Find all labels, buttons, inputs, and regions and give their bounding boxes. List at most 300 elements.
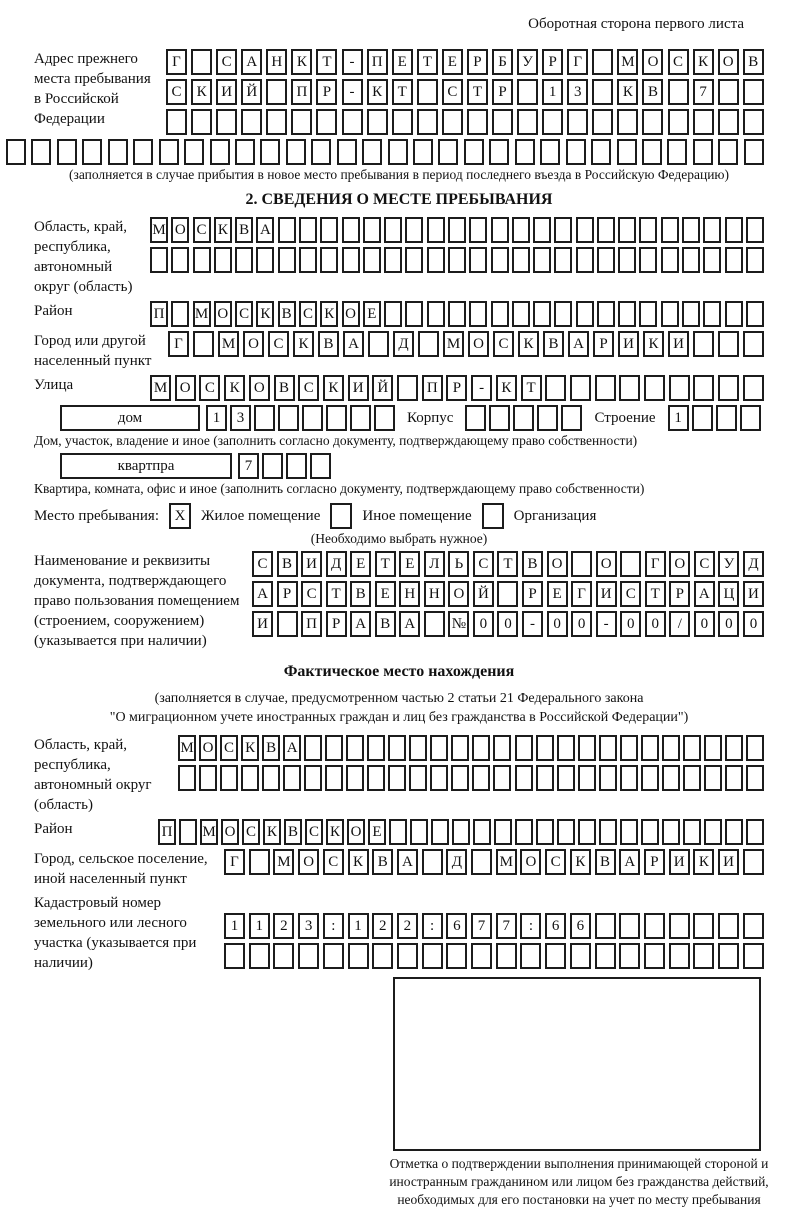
form-cell[interactable]: 1 bbox=[206, 405, 227, 431]
form-cell[interactable] bbox=[520, 943, 541, 969]
form-cell[interactable]: 1 bbox=[249, 913, 270, 939]
form-cell[interactable] bbox=[682, 247, 700, 273]
form-cell[interactable] bbox=[693, 331, 714, 357]
form-cell[interactable] bbox=[323, 943, 344, 969]
form-cell[interactable]: Г bbox=[571, 581, 592, 607]
form-cell[interactable] bbox=[619, 913, 640, 939]
form-cell[interactable] bbox=[489, 139, 509, 165]
form-cell[interactable] bbox=[191, 49, 212, 75]
form-cell[interactable]: О bbox=[468, 331, 489, 357]
form-cell[interactable] bbox=[592, 49, 613, 75]
form-cell[interactable] bbox=[718, 331, 739, 357]
form-cell[interactable]: Д bbox=[446, 849, 467, 875]
form-cell[interactable]: О bbox=[547, 551, 568, 577]
form-cell[interactable] bbox=[473, 819, 491, 845]
form-cell[interactable] bbox=[669, 375, 690, 401]
form-cell[interactable] bbox=[668, 79, 689, 105]
form-cell[interactable] bbox=[467, 109, 488, 135]
form-cell[interactable]: О bbox=[221, 819, 239, 845]
form-cell[interactable] bbox=[346, 735, 364, 761]
form-cell[interactable] bbox=[368, 331, 389, 357]
form-cell[interactable] bbox=[642, 139, 662, 165]
form-cell[interactable] bbox=[662, 765, 680, 791]
form-cell[interactable] bbox=[254, 405, 275, 431]
form-cell[interactable]: А bbox=[619, 849, 640, 875]
form-cell[interactable] bbox=[570, 375, 591, 401]
form-cell[interactable]: А bbox=[343, 331, 364, 357]
form-cell[interactable] bbox=[260, 139, 280, 165]
form-cell[interactable] bbox=[389, 819, 407, 845]
form-cell[interactable] bbox=[392, 109, 413, 135]
form-cell[interactable] bbox=[576, 247, 594, 273]
form-cell[interactable]: О bbox=[214, 301, 232, 327]
form-cell[interactable]: В bbox=[318, 331, 339, 357]
form-cell[interactable]: 3 bbox=[230, 405, 251, 431]
form-cell[interactable] bbox=[578, 765, 596, 791]
form-cell[interactable] bbox=[744, 139, 764, 165]
form-cell[interactable]: И bbox=[669, 849, 690, 875]
form-cell[interactable]: В bbox=[262, 735, 280, 761]
form-cell[interactable] bbox=[536, 819, 554, 845]
form-cell[interactable] bbox=[342, 109, 363, 135]
form-cell[interactable]: С bbox=[323, 849, 344, 875]
form-cell[interactable] bbox=[743, 849, 764, 875]
form-cell[interactable]: : bbox=[520, 913, 541, 939]
form-cell[interactable]: Б bbox=[492, 49, 513, 75]
form-cell[interactable] bbox=[517, 79, 538, 105]
form-cell[interactable] bbox=[283, 765, 301, 791]
form-cell[interactable]: К bbox=[323, 375, 344, 401]
form-cell[interactable]: 0 bbox=[743, 611, 764, 637]
form-cell[interactable] bbox=[171, 247, 189, 273]
form-cell[interactable] bbox=[235, 139, 255, 165]
form-cell[interactable]: Н bbox=[266, 49, 287, 75]
form-cell[interactable] bbox=[620, 735, 638, 761]
form-cell[interactable]: Е bbox=[399, 551, 420, 577]
form-cell[interactable]: 1 bbox=[668, 405, 689, 431]
form-cell[interactable]: Н bbox=[399, 581, 420, 607]
form-cell[interactable] bbox=[703, 301, 721, 327]
form-cell[interactable]: А bbox=[350, 611, 371, 637]
form-cell[interactable]: К bbox=[263, 819, 281, 845]
form-cell[interactable] bbox=[452, 819, 470, 845]
form-cell[interactable] bbox=[448, 247, 466, 273]
form-cell[interactable] bbox=[591, 139, 611, 165]
form-cell[interactable]: В bbox=[375, 611, 396, 637]
form-cell[interactable]: 6 bbox=[570, 913, 591, 939]
form-cell[interactable]: С bbox=[305, 819, 323, 845]
form-cell[interactable]: П bbox=[291, 79, 312, 105]
form-cell[interactable]: Г bbox=[567, 49, 588, 75]
form-cell[interactable] bbox=[693, 913, 714, 939]
form-cell[interactable] bbox=[273, 943, 294, 969]
form-cell[interactable]: С bbox=[668, 49, 689, 75]
form-cell[interactable] bbox=[746, 819, 764, 845]
form-cell[interactable] bbox=[316, 109, 337, 135]
form-cell[interactable]: К bbox=[643, 331, 664, 357]
form-cell[interactable] bbox=[497, 581, 518, 607]
form-cell[interactable]: И bbox=[301, 551, 322, 577]
form-cell[interactable] bbox=[576, 217, 594, 243]
form-cell[interactable]: К bbox=[348, 849, 369, 875]
form-cell[interactable] bbox=[597, 217, 615, 243]
form-cell[interactable] bbox=[199, 765, 217, 791]
form-cell[interactable] bbox=[409, 765, 427, 791]
form-cell[interactable]: К bbox=[326, 819, 344, 845]
form-cell[interactable]: С bbox=[694, 551, 715, 577]
form-cell[interactable] bbox=[193, 331, 214, 357]
form-cell[interactable]: 3 bbox=[298, 913, 319, 939]
form-cell[interactable] bbox=[472, 735, 490, 761]
form-cell[interactable] bbox=[537, 405, 558, 431]
form-cell[interactable] bbox=[337, 139, 357, 165]
form-cell[interactable] bbox=[472, 765, 490, 791]
form-cell[interactable] bbox=[642, 109, 663, 135]
form-cell[interactable]: А bbox=[397, 849, 418, 875]
form-cell[interactable] bbox=[746, 765, 764, 791]
form-cell[interactable]: В bbox=[277, 551, 298, 577]
form-cell[interactable]: И bbox=[216, 79, 237, 105]
form-cell[interactable]: К bbox=[367, 79, 388, 105]
form-cell[interactable] bbox=[718, 139, 738, 165]
form-cell[interactable]: В bbox=[350, 581, 371, 607]
form-cell[interactable]: Т bbox=[467, 79, 488, 105]
form-cell[interactable]: К bbox=[256, 301, 274, 327]
form-cell[interactable]: 0 bbox=[547, 611, 568, 637]
form-cell[interactable]: 0 bbox=[718, 611, 739, 637]
form-cell[interactable]: 0 bbox=[571, 611, 592, 637]
form-cell[interactable] bbox=[193, 247, 211, 273]
form-cell[interactable]: В bbox=[274, 375, 295, 401]
form-cell[interactable]: О bbox=[243, 331, 264, 357]
form-cell[interactable] bbox=[277, 611, 298, 637]
form-cell[interactable] bbox=[326, 405, 347, 431]
form-cell[interactable] bbox=[384, 247, 402, 273]
form-cell[interactable]: 1 bbox=[348, 913, 369, 939]
form-cell[interactable] bbox=[286, 139, 306, 165]
form-cell[interactable] bbox=[533, 247, 551, 273]
form-cell[interactable]: С bbox=[242, 819, 260, 845]
form-cell[interactable] bbox=[438, 139, 458, 165]
form-cell[interactable]: : bbox=[323, 913, 344, 939]
form-cell[interactable]: К bbox=[617, 79, 638, 105]
form-cell[interactable] bbox=[743, 913, 764, 939]
form-cell[interactable]: Ц bbox=[718, 581, 739, 607]
form-cell[interactable]: 7 bbox=[471, 913, 492, 939]
form-cell[interactable] bbox=[515, 765, 533, 791]
form-cell[interactable]: О bbox=[249, 375, 270, 401]
form-cell[interactable]: Т bbox=[326, 581, 347, 607]
form-cell[interactable] bbox=[725, 765, 743, 791]
form-cell[interactable] bbox=[725, 217, 743, 243]
form-cell[interactable]: П bbox=[422, 375, 443, 401]
form-cell[interactable]: В bbox=[543, 331, 564, 357]
form-cell[interactable] bbox=[491, 301, 509, 327]
form-cell[interactable] bbox=[618, 301, 636, 327]
form-cell[interactable] bbox=[570, 943, 591, 969]
form-cell[interactable] bbox=[405, 247, 423, 273]
form-cell[interactable]: 3 bbox=[567, 79, 588, 105]
form-cell[interactable] bbox=[619, 375, 640, 401]
form-cell[interactable] bbox=[159, 139, 179, 165]
form-cell[interactable] bbox=[545, 375, 566, 401]
form-cell[interactable]: Г bbox=[224, 849, 245, 875]
form-cell[interactable] bbox=[746, 217, 764, 243]
form-cell[interactable]: С bbox=[193, 217, 211, 243]
form-cell[interactable] bbox=[704, 735, 722, 761]
form-cell[interactable] bbox=[641, 735, 659, 761]
form-cell[interactable] bbox=[669, 943, 690, 969]
form-cell[interactable]: Р bbox=[446, 375, 467, 401]
form-cell[interactable] bbox=[554, 247, 572, 273]
form-cell[interactable]: О bbox=[342, 301, 360, 327]
form-cell[interactable]: / bbox=[669, 611, 690, 637]
form-cell[interactable]: Г bbox=[168, 331, 189, 357]
form-cell[interactable] bbox=[704, 765, 722, 791]
form-cell[interactable] bbox=[325, 765, 343, 791]
form-cell[interactable] bbox=[471, 943, 492, 969]
form-cell[interactable]: Р bbox=[326, 611, 347, 637]
form-cell[interactable] bbox=[617, 139, 637, 165]
form-cell[interactable]: Й bbox=[372, 375, 393, 401]
form-cell[interactable] bbox=[513, 405, 534, 431]
form-cell[interactable] bbox=[725, 301, 743, 327]
form-cell[interactable] bbox=[413, 139, 433, 165]
house-box[interactable]: дом bbox=[60, 405, 200, 431]
form-cell[interactable]: О bbox=[669, 551, 690, 577]
form-cell[interactable] bbox=[693, 139, 713, 165]
form-cell[interactable]: М bbox=[150, 375, 171, 401]
form-cell[interactable]: М bbox=[193, 301, 211, 327]
form-cell[interactable]: Ь bbox=[448, 551, 469, 577]
form-cell[interactable]: В bbox=[372, 849, 393, 875]
form-cell[interactable] bbox=[620, 765, 638, 791]
form-cell[interactable]: О bbox=[718, 49, 739, 75]
form-cell[interactable] bbox=[311, 139, 331, 165]
form-cell[interactable] bbox=[266, 109, 287, 135]
form-cell[interactable]: Р bbox=[492, 79, 513, 105]
form-cell[interactable] bbox=[661, 217, 679, 243]
form-cell[interactable] bbox=[718, 913, 739, 939]
form-cell[interactable] bbox=[405, 301, 423, 327]
form-cell[interactable] bbox=[214, 247, 232, 273]
form-cell[interactable] bbox=[325, 735, 343, 761]
form-cell[interactable] bbox=[618, 217, 636, 243]
form-cell[interactable]: 1 bbox=[542, 79, 563, 105]
form-cell[interactable]: В bbox=[235, 217, 253, 243]
form-cell[interactable] bbox=[150, 247, 168, 273]
form-cell[interactable]: А bbox=[252, 581, 273, 607]
form-cell[interactable] bbox=[597, 247, 615, 273]
form-cell[interactable]: С bbox=[199, 375, 220, 401]
form-cell[interactable] bbox=[291, 109, 312, 135]
form-cell[interactable]: И bbox=[668, 331, 689, 357]
form-cell[interactable] bbox=[743, 79, 764, 105]
form-cell[interactable] bbox=[515, 139, 535, 165]
form-cell[interactable] bbox=[178, 765, 196, 791]
form-cell[interactable] bbox=[430, 765, 448, 791]
form-cell[interactable]: О bbox=[520, 849, 541, 875]
form-cell[interactable] bbox=[286, 453, 307, 479]
form-cell[interactable] bbox=[599, 819, 617, 845]
form-cell[interactable] bbox=[210, 139, 230, 165]
form-cell[interactable]: М bbox=[443, 331, 464, 357]
form-cell[interactable]: К bbox=[320, 301, 338, 327]
form-cell[interactable]: : bbox=[422, 913, 443, 939]
form-cell[interactable] bbox=[557, 735, 575, 761]
form-cell[interactable] bbox=[448, 301, 466, 327]
form-cell[interactable] bbox=[278, 247, 296, 273]
form-cell[interactable]: Р bbox=[542, 49, 563, 75]
form-cell[interactable]: И bbox=[618, 331, 639, 357]
form-cell[interactable]: Е bbox=[392, 49, 413, 75]
form-cell[interactable] bbox=[683, 765, 701, 791]
form-cell[interactable] bbox=[302, 405, 323, 431]
form-cell[interactable] bbox=[469, 247, 487, 273]
form-cell[interactable] bbox=[388, 139, 408, 165]
form-cell[interactable] bbox=[409, 735, 427, 761]
form-cell[interactable] bbox=[57, 139, 77, 165]
form-cell[interactable] bbox=[171, 301, 189, 327]
form-cell[interactable] bbox=[241, 109, 262, 135]
form-cell[interactable]: О bbox=[448, 581, 469, 607]
form-cell[interactable] bbox=[595, 913, 616, 939]
form-cell[interactable] bbox=[342, 247, 360, 273]
form-cell[interactable]: Д bbox=[326, 551, 347, 577]
form-cell[interactable] bbox=[515, 819, 533, 845]
form-cell[interactable] bbox=[662, 819, 680, 845]
form-cell[interactable]: Г bbox=[166, 49, 187, 75]
form-cell[interactable] bbox=[682, 301, 700, 327]
form-cell[interactable]: С bbox=[620, 581, 641, 607]
form-cell[interactable] bbox=[166, 109, 187, 135]
form-cell[interactable] bbox=[348, 943, 369, 969]
form-cell[interactable]: 0 bbox=[473, 611, 494, 637]
form-cell[interactable] bbox=[417, 79, 438, 105]
form-cell[interactable] bbox=[184, 139, 204, 165]
form-cell[interactable] bbox=[618, 247, 636, 273]
form-cell[interactable] bbox=[427, 301, 445, 327]
form-cell[interactable] bbox=[743, 943, 764, 969]
apartment-box[interactable]: квартпра bbox=[60, 453, 232, 479]
form-cell[interactable]: Л bbox=[424, 551, 445, 577]
form-cell[interactable] bbox=[693, 375, 714, 401]
form-cell[interactable]: 7 bbox=[238, 453, 259, 479]
form-cell[interactable] bbox=[427, 217, 445, 243]
form-cell[interactable] bbox=[262, 453, 283, 479]
form-cell[interactable] bbox=[619, 943, 640, 969]
form-cell[interactable] bbox=[304, 765, 322, 791]
form-cell[interactable]: О bbox=[171, 217, 189, 243]
form-cell[interactable] bbox=[718, 943, 739, 969]
form-cell[interactable]: Е bbox=[363, 301, 381, 327]
form-cell[interactable]: С bbox=[268, 331, 289, 357]
checkbox-organization[interactable] bbox=[482, 503, 504, 529]
form-cell[interactable] bbox=[536, 735, 554, 761]
form-cell[interactable]: Т bbox=[497, 551, 518, 577]
form-cell[interactable] bbox=[350, 405, 371, 431]
form-cell[interactable] bbox=[566, 139, 586, 165]
form-cell[interactable] bbox=[31, 139, 51, 165]
form-cell[interactable] bbox=[644, 943, 665, 969]
form-cell[interactable] bbox=[492, 109, 513, 135]
form-cell[interactable]: С bbox=[298, 375, 319, 401]
form-cell[interactable] bbox=[493, 765, 511, 791]
form-cell[interactable] bbox=[718, 79, 739, 105]
form-cell[interactable] bbox=[431, 819, 449, 845]
form-cell[interactable]: Т bbox=[521, 375, 542, 401]
form-cell[interactable] bbox=[6, 139, 26, 165]
form-cell[interactable]: Н bbox=[424, 581, 445, 607]
form-cell[interactable]: И bbox=[718, 849, 739, 875]
form-cell[interactable]: К bbox=[693, 849, 714, 875]
form-cell[interactable]: С bbox=[235, 301, 253, 327]
form-cell[interactable] bbox=[704, 819, 722, 845]
form-cell[interactable]: И bbox=[743, 581, 764, 607]
form-cell[interactable] bbox=[465, 405, 486, 431]
form-cell[interactable]: Р bbox=[277, 581, 298, 607]
form-cell[interactable]: Д bbox=[393, 331, 414, 357]
form-cell[interactable] bbox=[703, 217, 721, 243]
form-cell[interactable] bbox=[298, 943, 319, 969]
form-cell[interactable]: К bbox=[224, 375, 245, 401]
form-cell[interactable]: С bbox=[442, 79, 463, 105]
form-cell[interactable]: О bbox=[642, 49, 663, 75]
form-cell[interactable] bbox=[545, 943, 566, 969]
form-cell[interactable]: Е bbox=[375, 581, 396, 607]
form-cell[interactable] bbox=[374, 405, 395, 431]
form-cell[interactable] bbox=[571, 551, 592, 577]
form-cell[interactable] bbox=[725, 819, 743, 845]
form-cell[interactable]: Е bbox=[547, 581, 568, 607]
form-cell[interactable] bbox=[592, 109, 613, 135]
form-cell[interactable]: И bbox=[252, 611, 273, 637]
form-cell[interactable]: К bbox=[496, 375, 517, 401]
form-cell[interactable] bbox=[641, 765, 659, 791]
form-cell[interactable]: Й bbox=[241, 79, 262, 105]
form-cell[interactable]: - bbox=[522, 611, 543, 637]
form-cell[interactable] bbox=[241, 765, 259, 791]
form-cell[interactable] bbox=[561, 405, 582, 431]
form-cell[interactable]: 0 bbox=[497, 611, 518, 637]
form-cell[interactable]: К bbox=[693, 49, 714, 75]
form-cell[interactable] bbox=[693, 943, 714, 969]
form-cell[interactable] bbox=[512, 247, 530, 273]
form-cell[interactable] bbox=[595, 375, 616, 401]
form-cell[interactable]: К bbox=[518, 331, 539, 357]
form-cell[interactable]: П bbox=[150, 301, 168, 327]
form-cell[interactable]: А bbox=[283, 735, 301, 761]
form-cell[interactable]: К bbox=[291, 49, 312, 75]
form-cell[interactable]: № bbox=[448, 611, 469, 637]
form-cell[interactable]: Р bbox=[522, 581, 543, 607]
form-cell[interactable] bbox=[491, 247, 509, 273]
form-cell[interactable] bbox=[725, 247, 743, 273]
form-cell[interactable] bbox=[384, 301, 402, 327]
form-cell[interactable] bbox=[256, 247, 274, 273]
form-cell[interactable] bbox=[740, 405, 761, 431]
form-cell[interactable] bbox=[746, 735, 764, 761]
form-cell[interactable]: Д bbox=[743, 551, 764, 577]
checkbox-other-premises[interactable] bbox=[330, 503, 352, 529]
form-cell[interactable] bbox=[578, 819, 596, 845]
form-cell[interactable] bbox=[595, 943, 616, 969]
form-cell[interactable] bbox=[533, 301, 551, 327]
form-cell[interactable] bbox=[743, 331, 764, 357]
form-cell[interactable] bbox=[567, 109, 588, 135]
form-cell[interactable]: М bbox=[273, 849, 294, 875]
form-cell[interactable] bbox=[746, 301, 764, 327]
